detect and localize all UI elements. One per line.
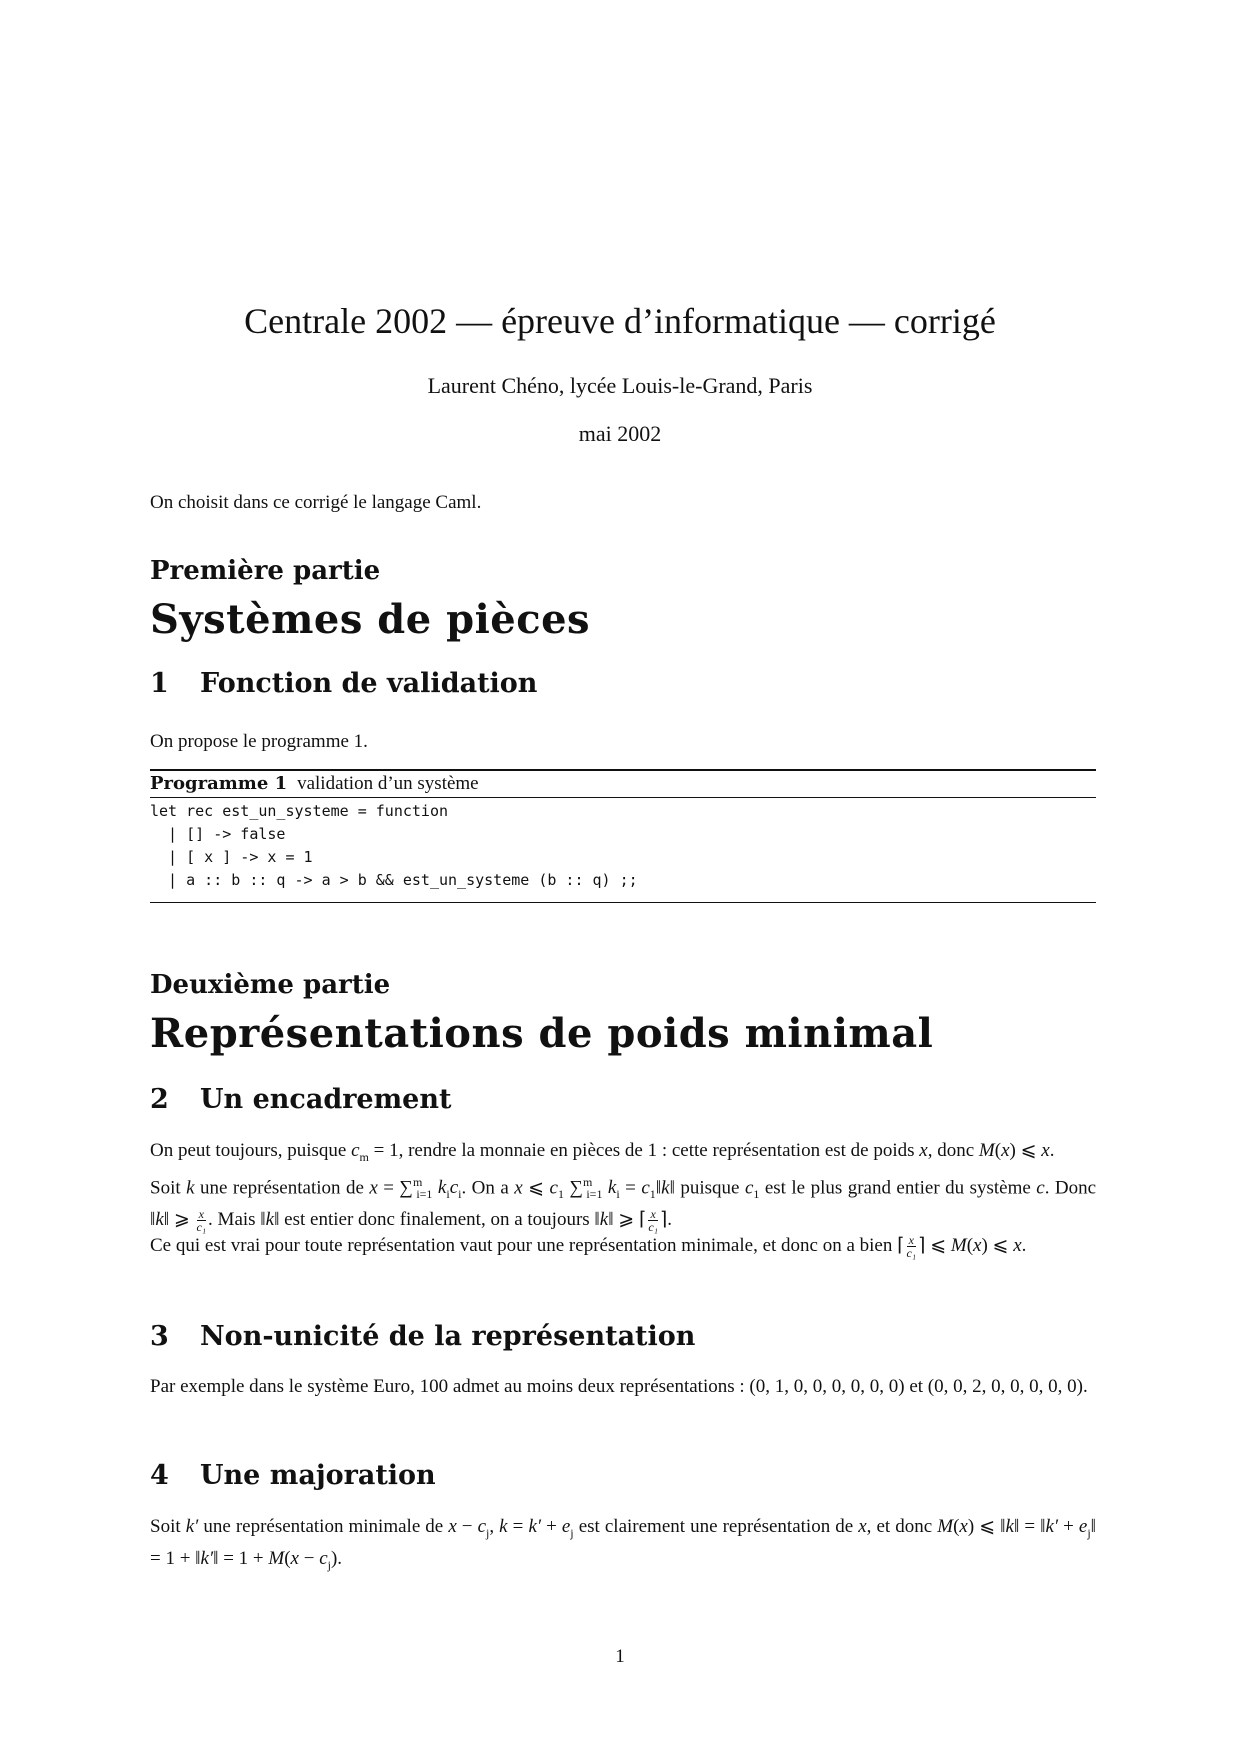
tuple-2: (0, 0, 2, 0, 0, 0, 0, 0) xyxy=(927,1376,1083,1397)
paper-date: mai 2002 xyxy=(578,421,662,446)
section2-number: 2 xyxy=(150,1084,169,1115)
section4-number: 4 xyxy=(150,1460,169,1491)
paper-title: Centrale 2002 — épreuve d’informatique — corrigé xyxy=(244,301,996,341)
section3-heading xyxy=(150,1321,695,1352)
program-box xyxy=(150,769,1096,903)
section4-body: Soit k′ une représentation minimale de $x - c_j$, $k = k' + e_j$ est clairement une représentation de x, et donc M(x) ⩽ ‖k‖ = ‖k′ + $e_j‖ = 1$ + ‖k′‖ = $1 + M(x - c_j)$. xyxy=(150,1516,1097,1572)
section1-heading xyxy=(150,668,537,699)
section3-body: Par exemple dans le système Euro, 100 admet au moins deux représentations : (0, 1, 0, 0, 0, 0, 0, 0) et (0, 0, 2, 0, 0, 0, 0, 0). xyxy=(150,1376,1088,1397)
program-label: Programme 1 xyxy=(150,773,288,794)
section1-title: Fonction de validation xyxy=(200,668,538,699)
part2-label: Deuxième partie xyxy=(150,970,391,1000)
program-caption-text: validation d’un système xyxy=(297,773,479,794)
page-number: 1 xyxy=(615,1646,625,1667)
paper-author: Laurent Chéno, lycée Louis-le-Grand, Paris xyxy=(427,373,813,398)
part2-title: Représentations de poids minimal xyxy=(150,1010,934,1057)
section3-title: Non-unicité de la représentation xyxy=(200,1321,696,1352)
section2-heading xyxy=(150,1084,451,1115)
section4-heading xyxy=(150,1460,436,1491)
program-code: let rec est_un_systeme = function | [] -> false | [ x ] -> x = 1 | a :: b :: q -> a > b && est_un_systeme (b :: q) ;; xyxy=(150,802,638,889)
section3-number: 3 xyxy=(150,1321,169,1352)
section4-title: Une majoration xyxy=(200,1460,436,1491)
section2-title: Un encadrement xyxy=(200,1084,452,1115)
section1-number: 1 xyxy=(150,668,169,699)
part1-label: Première partie xyxy=(150,556,381,586)
intro-paragraph: On choisit dans ce corrigé le langage Caml. xyxy=(150,492,482,513)
section2-body: On peut toujours, puisque $c_m = 1$, rendre la monnaie en pièces de 1 : cette représentation est de poids x, donc M(x) ⩽ x. Soit k une représentation de x = ∑$^m_{i=1}$ $k_ic_i$. On a x ⩽ $c_1$ ∑$^m_{i=1}$ $k_i$ = $c_1‖k‖$ puisque $c_1$ est le plus grand entier du système c. Donc ‖k‖ ⩾ $\frac{x}{\text{c₁}}$ . Mais ‖k‖ est entier donc finalement, on a toujours ‖k‖ ⩾ ⌈ $\frac{x}{\text{c₁}}$ ⌉. Ce qui est vrai pour toute représentation vaut pour une représentation minimale, et donc on a bien ⌈ $\frac{x}{\text{c₁}}$ ⌉ ⩽ M(x) ⩽ x. xyxy=(150,1140,1097,1261)
part1-title: Systèmes de pièces xyxy=(150,596,591,643)
tuple-1: (0, 1, 0, 0, 0, 0, 0, 0) xyxy=(749,1376,905,1397)
program-caption xyxy=(150,771,1096,797)
program-bottom-rule xyxy=(150,902,1096,903)
section1-text: On propose le programme 1. xyxy=(150,731,368,752)
